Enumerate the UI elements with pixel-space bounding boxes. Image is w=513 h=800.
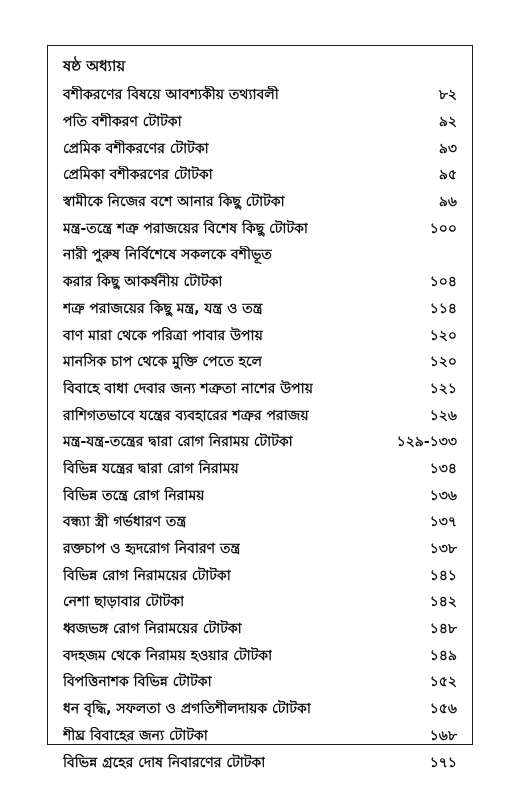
toc-entry — [63, 402, 457, 429]
toc-entry-page: ৯৫ — [438, 167, 457, 184]
toc-entry — [63, 135, 457, 162]
toc-entry-title: রাশিগতভাবে যন্ত্রের ব্যবহারের শত্রুর পরাজয় — [63, 407, 309, 424]
toc-entry — [63, 215, 457, 242]
toc-entry-title: বশীকরণের বিষয়ে আবশ্যকীয় তথ্যাবলী — [63, 87, 279, 104]
toc-entry-page: ১২৯-১৩৩ — [396, 434, 457, 451]
toc-entry — [63, 82, 457, 109]
toc-entry — [63, 189, 457, 216]
toc-entry-title: প্রেমিক বশীকরণের টোটকা — [63, 140, 209, 157]
toc-entry-page: ১৪৯ — [429, 647, 457, 664]
toc-entry-page: ৯৩ — [438, 140, 457, 157]
toc-entry-page: ১২০ — [429, 354, 457, 371]
toc-entry-page: ১৪৮ — [429, 621, 457, 638]
toc-entry-title: পতি বশীকরণ টোটকা — [63, 114, 182, 131]
toc-entry — [63, 749, 457, 776]
toc-entry-page: ১২০ — [429, 327, 457, 344]
toc-entry — [63, 616, 457, 643]
toc-entry-title: বদহজম থেকে নিরাময় হওয়ার টোটকা — [63, 647, 273, 664]
toc-entry-title: মন্ত্র-তন্ত্রে শত্রু পরাজয়ের বিশেষ কিছু টোটকা — [63, 220, 308, 237]
toc-entry-title: শত্রু পরাজয়ের কিছু মন্ত্র, যন্ত্র ও তন্ত্র — [63, 300, 263, 317]
toc-entry — [63, 109, 457, 136]
chapter-title: ষষ্ঠ অধ্যায় — [63, 57, 126, 75]
toc-entry-title: বিভিন্ন গ্রহের দোষ নিবারণের টোটকা — [63, 754, 266, 771]
toc-entry-title: প্রেমিকা বশীকরণের টোটকা — [63, 167, 213, 184]
toc-entry-title: বিভিন্ন তন্ত্রে রোগ নিরাময় — [63, 487, 205, 504]
toc-entry — [63, 322, 457, 349]
toc-entry-title: ধ্বজভঙ্গ রোগ নিরাময়ের টোটকা — [63, 621, 242, 638]
toc-entry — [63, 536, 457, 563]
toc-entry — [63, 349, 457, 376]
toc-entry-page: ৮২ — [438, 87, 457, 104]
toc-entry — [63, 589, 457, 616]
toc-entry-page: ১১৪ — [429, 300, 457, 317]
toc-entry — [63, 562, 457, 589]
toc-entry — [63, 296, 457, 323]
toc-entry — [63, 642, 457, 669]
toc-entry-page: ১৩৪ — [429, 460, 457, 477]
toc-entry-title: শীঘ্র বিবাহের জন্য টোটকা — [63, 727, 208, 744]
toc-entry-page: ১০০ — [429, 220, 457, 237]
toc-entry-page: ৯৬ — [438, 194, 457, 211]
toc-entry-page: ১৪২ — [429, 594, 457, 611]
toc-entry-page: ১২৬ — [429, 407, 457, 424]
toc-entry — [63, 482, 457, 509]
toc-entry — [63, 509, 457, 536]
toc-entry-page: ১৬৮ — [429, 727, 457, 744]
toc-entry — [63, 162, 457, 189]
toc-entry — [63, 669, 457, 696]
toc-entry-page: ১৩৮ — [429, 541, 457, 558]
toc-entry-page: ১৭১ — [429, 754, 457, 771]
toc-entry-page: ১৫২ — [429, 674, 457, 691]
toc-entry-page: ১৩৬ — [429, 487, 457, 504]
toc-entry-title: নেশা ছাড়াবার টোটকা — [63, 594, 185, 611]
toc-entry-title: বন্ধ্যা স্ত্রী গর্ভধারণ তন্ত্র — [63, 514, 187, 531]
toc-entry — [63, 456, 457, 483]
toc-entry-page: ১০৪ — [429, 274, 457, 291]
table-of-contents — [63, 82, 457, 776]
toc-entry-page: ১৪১ — [429, 567, 457, 584]
toc-entry — [63, 723, 457, 750]
toc-entry-title: মন্ত্র-যন্ত্র-তন্ত্রের দ্বারা রোগ নিরাময় টোটকা — [63, 434, 293, 451]
toc-entry-title: স্বামীকে নিজের বশে আনার কিছু টোটকা — [63, 194, 285, 211]
toc-entry-page: ১৩৭ — [429, 514, 457, 531]
toc-entry-title: করার কিছু আকর্ষনীয় টোটকা — [63, 274, 223, 291]
toc-entry-title: নারী পুরুষ নির্বিশেষে সকলকে বশীভূত — [63, 247, 272, 264]
toc-entry-title: বিবাহে বাধা দেবার জন্য শত্রুতা নাশের উপায় — [63, 380, 313, 397]
toc-entry-title: রক্তচাপ ও হৃদরোগ নিবারণ তন্ত্র — [63, 541, 241, 558]
toc-entry — [63, 376, 457, 403]
toc-entry — [63, 242, 457, 269]
toc-entry — [63, 269, 457, 296]
toc-entry-title: মানসিক চাপ থেকে মুক্তি পেতে হলে — [63, 354, 262, 371]
toc-entry — [63, 429, 457, 456]
toc-entry-title: ধন বৃদ্ধি, সফলতা ও প্রগতিশীলদায়ক টোটকা — [63, 701, 311, 718]
toc-entry — [63, 696, 457, 723]
toc-entry-title: বিভিন্ন রোগ নিরাময়ের টোটকা — [63, 567, 231, 584]
toc-entry-page: ১২১ — [429, 380, 457, 397]
toc-entry-title: বাণ মারা থেকে পরিত্রা পাবার উপায় — [63, 327, 263, 344]
end-divider — [244, 744, 292, 745]
toc-entry-page: ৯২ — [438, 114, 457, 131]
toc-entry-page: ১৫৬ — [429, 701, 457, 718]
toc-entry-title: বিপত্তিনাশক বিভিন্ন টোটকা — [63, 674, 212, 691]
toc-entry-title: বিভিন্ন যন্ত্রের দ্বারা রোগ নিরাময় — [63, 460, 239, 477]
